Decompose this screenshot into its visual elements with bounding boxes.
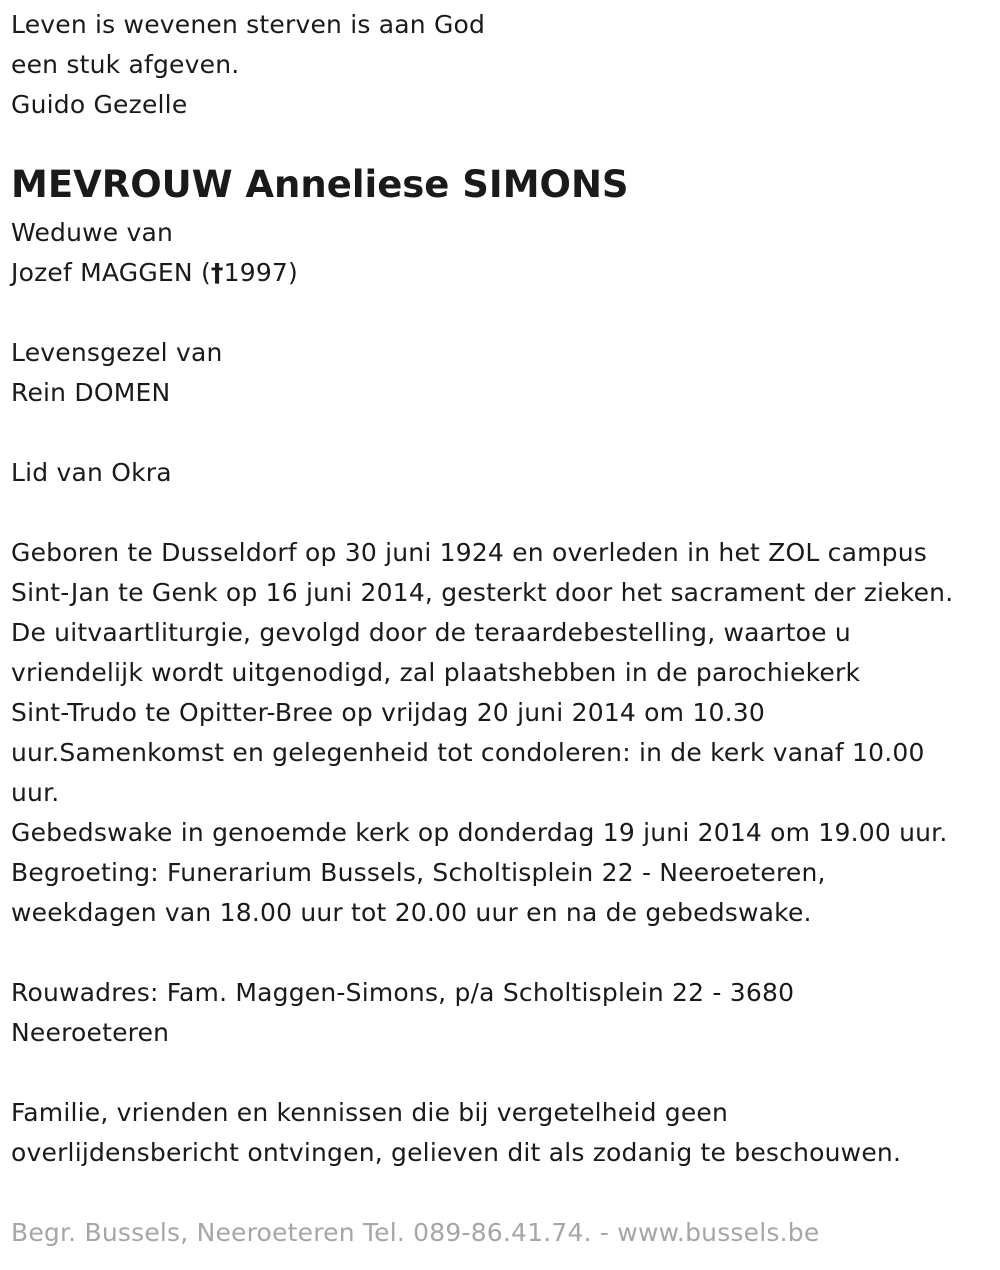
address-line: Neeroeteren (11, 1018, 170, 1047)
funeral-home-footer: Begr. Bussels, Neeroeteren Tel. 089-86.41.74. - www.bussels.be (11, 1218, 820, 1247)
body-line: Geboren te Dusseldorf op 30 juni 1924 en overleden in het ZOL campus (11, 538, 928, 567)
body-line: Sint-Jan te Genk op 16 juni 2014, gesterkt door het sacrament der zieken. (11, 578, 954, 607)
spouse-line (11, 253, 298, 293)
widow-label: Weduwe van (11, 218, 174, 247)
body-line: Sint-Trudo te Opitter-Bree op vrijdag 20 juni 2014 om 10.30 (11, 698, 765, 727)
membership: Lid van Okra (11, 458, 172, 487)
quote-author: Guido Gezelle (11, 90, 188, 119)
body-line: De uitvaartliturgie, gevolgd door de teraardebestelling, waartoe u (11, 618, 851, 647)
body-line: weekdagen van 18.00 uur tot 20.00 uur en na de gebedswake. (11, 898, 812, 927)
body-line: uur. (11, 778, 60, 807)
body-line: Begroeting: Funerarium Bussels, Scholtisplein 22 - Neeroeteren, (11, 858, 826, 887)
spouse-death-year: 1997) (223, 258, 298, 287)
body-line: uur.Samenkomst en gelegenheid tot condoleren: in de kerk vanaf 10.00 (11, 738, 925, 767)
spouse-name: Jozef MAGGEN ( (11, 258, 211, 287)
body-line: Gebedswake in genoemde kerk op donderdag 19 juni 2014 om 19.00 uur. (11, 818, 948, 847)
body-line: vriendelijk wordt uitgenodigd, zal plaatshebben in de parochiekerk (11, 658, 861, 687)
quote-line: een stuk afgeven. (11, 50, 240, 79)
partner-name: Rein DOMEN (11, 378, 171, 407)
deceased-name-title: MEVROUW Anneliese SIMONS (11, 163, 629, 206)
quote-line: Leven is wevenen sterven is aan God (11, 10, 486, 39)
address-line: Rouwadres: Fam. Maggen-Simons, p/a Scholtisplein 22 - 3680 (11, 978, 795, 1007)
notice-line: Familie, vrienden en kennissen die bij vergetelheid geen (11, 1098, 729, 1127)
partner-label: Levensgezel van (11, 338, 223, 367)
cross-icon: † (210, 258, 224, 287)
notice-line: overlijdensbericht ontvingen, gelieven dit als zodanig te beschouwen. (11, 1138, 902, 1167)
